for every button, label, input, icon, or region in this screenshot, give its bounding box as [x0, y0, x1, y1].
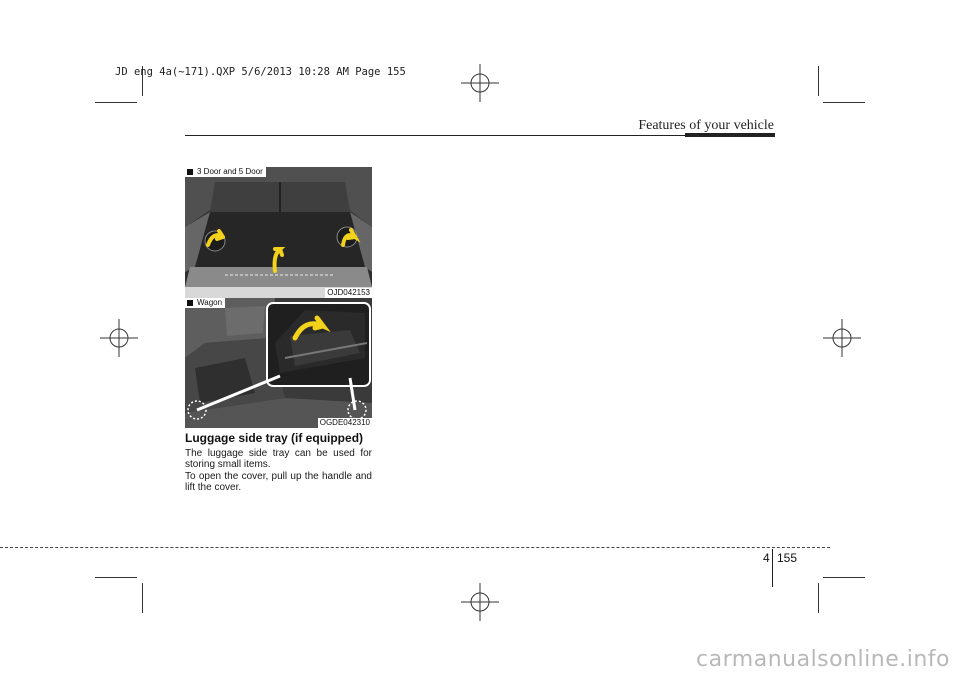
- crop-mark: [818, 583, 819, 613]
- figure-label-text: Wagon: [197, 298, 223, 307]
- registration-mark-icon: [100, 319, 138, 357]
- crop-mark: [95, 102, 137, 103]
- header-rule-accent: [685, 133, 775, 137]
- section-title: Features of your vehicle: [638, 118, 774, 133]
- crop-mark: [818, 66, 819, 96]
- cargo-area-illustration: [185, 167, 372, 298]
- figure-label: [185, 167, 266, 177]
- figure-wagon: [185, 298, 372, 428]
- figure-code: OJD042153: [327, 288, 370, 297]
- cargo-area-illustration: [185, 298, 372, 428]
- section-heading: Luggage side tray (if equipped): [185, 431, 364, 445]
- body-paragraph: To open the cover, pull up the handle and lift the cover.: [185, 471, 372, 493]
- footer-rule: [0, 547, 830, 548]
- watermark: carmanualsonline.info: [696, 647, 950, 672]
- square-bullet-icon: [187, 169, 193, 175]
- print-slug: JD eng 4a(~171).QXP 5/6/2013 10:28 AM Page 155: [115, 66, 406, 78]
- figure-3door-5door: [185, 167, 372, 298]
- figure-label-text: 3 Door and 5 Door: [197, 167, 263, 176]
- crop-mark: [823, 577, 865, 578]
- crop-mark: [142, 583, 143, 613]
- crop-mark: [95, 577, 137, 578]
- figure-label: [185, 298, 225, 308]
- registration-mark-icon: [461, 64, 499, 102]
- registration-mark-icon: [461, 583, 499, 621]
- square-bullet-icon: [187, 300, 193, 306]
- page-number-separator: [772, 549, 773, 587]
- chapter-number: 4: [763, 551, 770, 565]
- page-number: 155: [777, 551, 798, 565]
- body-paragraph: The luggage side tray can be used for storing small items.: [185, 448, 372, 470]
- registration-mark-icon: [823, 319, 861, 357]
- figure-code: OGDE042310: [319, 418, 370, 427]
- crop-mark: [823, 102, 865, 103]
